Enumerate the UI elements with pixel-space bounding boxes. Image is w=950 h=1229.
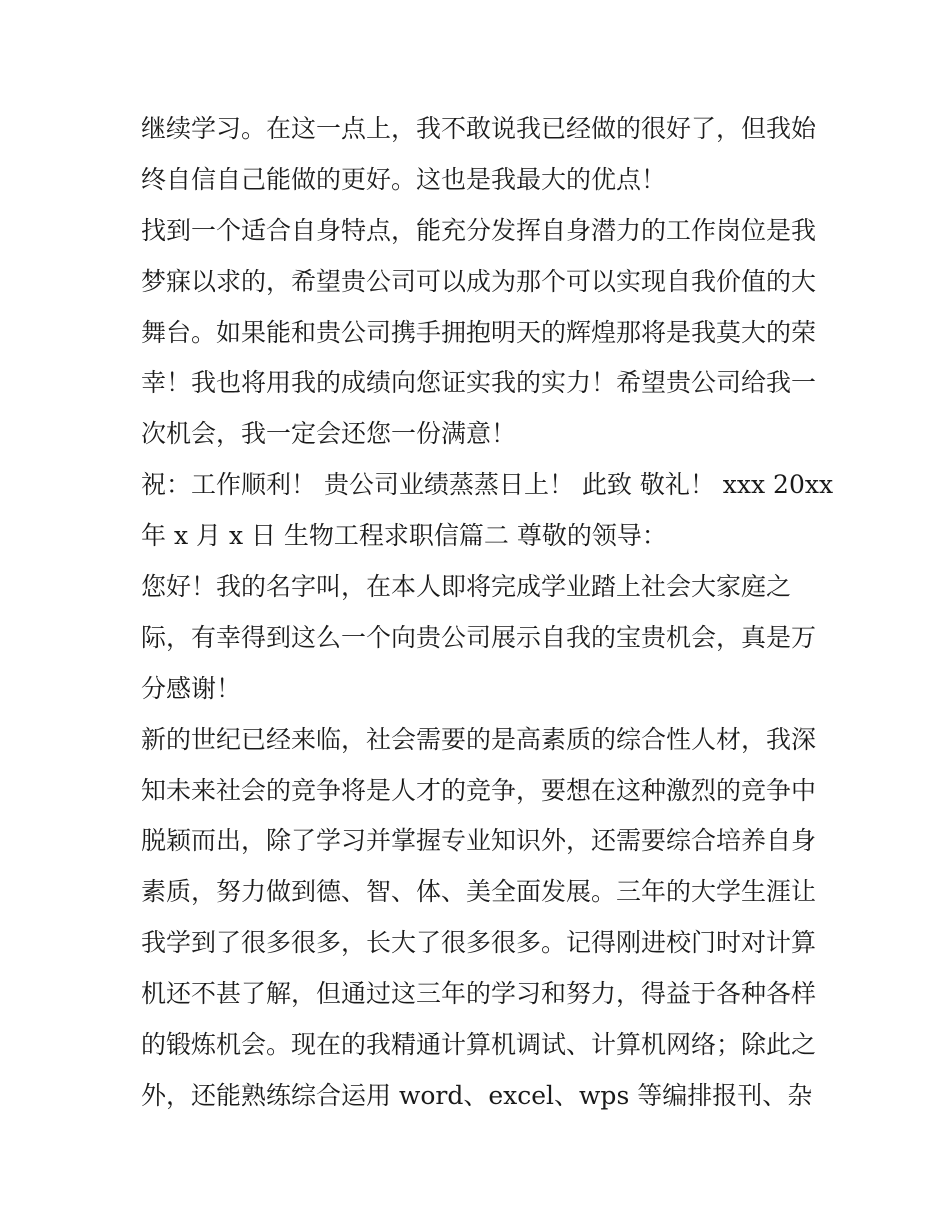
- text-line: 分感谢！: [141, 673, 242, 703]
- text-line: 知未来社会的竞争将是人才的竞争，要想在这种激烈的竞争中: [141, 775, 817, 805]
- text-line: 继续学习。在这一点上，我不敢说我已经做的很好了，但我始: [141, 114, 817, 143]
- text-line: 机还不甚了解，但通过这三年的学习和努力，得益于各种各样: [141, 979, 817, 1009]
- text-line: 次机会，我一定会还您一份满意！: [141, 419, 517, 449]
- text-line: 梦寐以求的，希望贵公司可以成为那个可以实现自我价值的大: [141, 266, 817, 296]
- text-line: 年 x 月 x 日 生物工程求职信篇二 尊敬的领导：: [141, 521, 667, 551]
- text-line: 我学到了很多很多，长大了很多很多。记得刚进校门时对计算: [141, 928, 817, 958]
- document-body: [141, 104, 834, 1122]
- text-line: 终自信自己能做的更好。这也是我最大的优点！: [141, 164, 667, 194]
- text-line: 新的世纪已经来临，社会需要的是高素质的综合性人材，我深: [141, 724, 817, 754]
- text-line: 际，有幸得到这么一个向贵公司展示自我的宝贵机会，真是万: [141, 622, 817, 652]
- text-line: 您好！我的名字叫，在本人即将完成学业踏上社会大家庭之: [141, 572, 792, 602]
- text-line: 素质，努力做到德、智、体、美全面发展。三年的大学生涯让: [141, 877, 817, 907]
- text-line: 外，还能熟练综合运用 word、excel、wps 等编排报刊、杂: [141, 1080, 813, 1110]
- text-line: 祝：工作顺利！ 贵公司业绩蒸蒸日上！ 此致 敬礼！ xxx 20xx: [141, 470, 834, 500]
- text-line: 的锻炼机会。现在的我精通计算机调试、计算机网络；除此之: [141, 1030, 817, 1060]
- text-line: 舞台。如果能和贵公司携手拥抱明天的辉煌那将是我莫大的荣: [141, 317, 817, 347]
- text-line: 脱颖而出，除了学习并掌握专业知识外，还需要综合培养自身: [141, 826, 817, 856]
- text-line: 找到一个适合自身特点，能充分发挥自身潜力的工作岗位是我: [141, 215, 817, 245]
- text-line: 幸！我也将用我的成绩向您证实我的实力！希望贵公司给我一: [141, 368, 817, 398]
